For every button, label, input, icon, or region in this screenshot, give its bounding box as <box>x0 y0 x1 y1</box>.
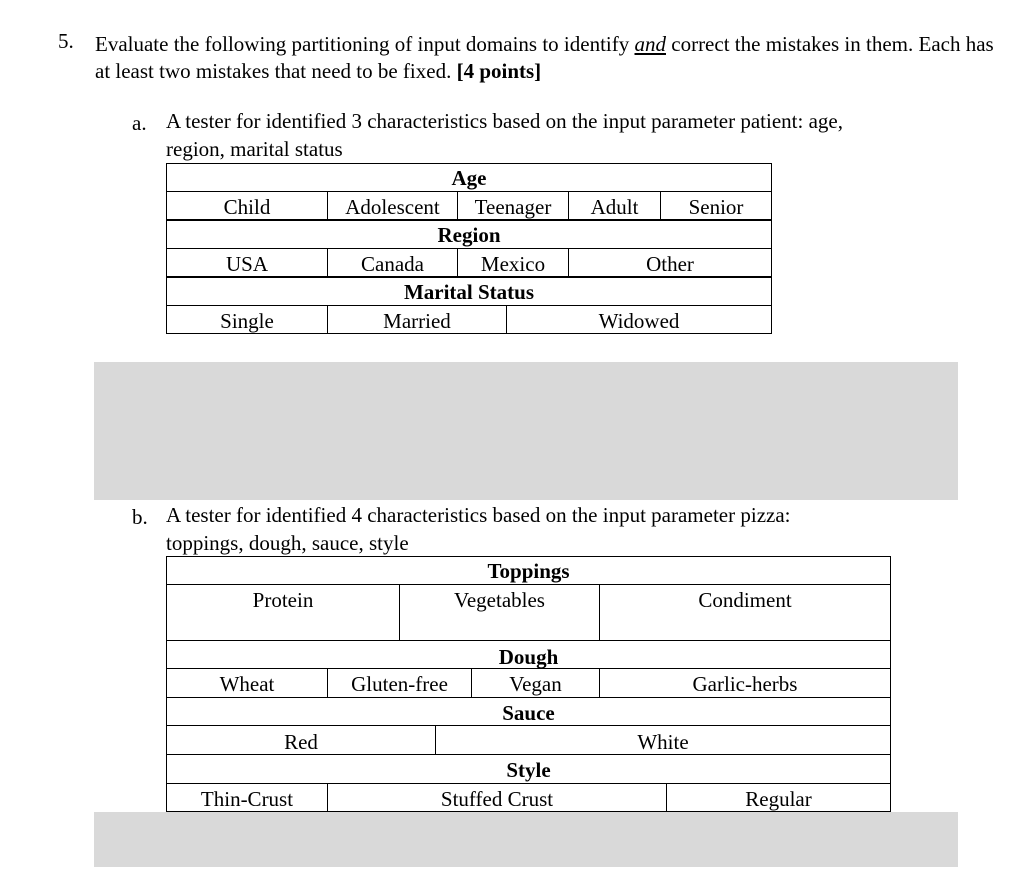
toppings-cell-protein: Protein <box>166 584 400 641</box>
question-number: 5. <box>58 29 74 53</box>
part-b-line1: A tester for identified 4 characteristics based on the input parameter pizza: <box>166 503 791 527</box>
age-cell-senior: Senior <box>660 191 772 220</box>
part-a-line1: A tester for identified 3 characteristics based on the input parameter patient: age, <box>166 109 843 133</box>
toppings-header: Toppings <box>166 556 891 585</box>
region-cell-other: Other <box>568 248 772 277</box>
region-header: Region <box>166 220 772 249</box>
region-cell-mexico: Mexico <box>457 248 569 277</box>
style-header: Style <box>166 754 891 784</box>
toppings-cell-vegetables: Vegetables <box>399 584 600 641</box>
toppings-cell-condiment: Condiment <box>599 584 891 641</box>
dough-cell-gluten-free: Gluten-free <box>327 668 472 698</box>
style-cell-regular: Regular <box>666 783 891 812</box>
part-b-line2: toppings, dough, sauce, style <box>166 531 409 555</box>
dough-header: Dough <box>166 640 891 669</box>
dough-cell-wheat: Wheat <box>166 668 328 698</box>
dough-cell-vegan: Vegan <box>471 668 600 698</box>
question-text <box>95 31 995 85</box>
marital-cell-widowed: Widowed <box>506 305 772 334</box>
part-a-label: a. <box>132 111 147 135</box>
sauce-cell-red: Red <box>166 725 436 755</box>
sauce-cell-white: White <box>435 725 891 755</box>
question-text-before: Evaluate the following partitioning of input domains to identify <box>95 32 635 56</box>
marital-header: Marital Status <box>166 277 772 306</box>
age-cell-teenager: Teenager <box>457 191 569 220</box>
answer-box-a[interactable] <box>94 362 958 500</box>
marital-cell-married: Married <box>327 305 507 334</box>
age-cell-child: Child <box>166 191 328 220</box>
age-cell-adult: Adult <box>568 191 661 220</box>
style-cell-stuffed-crust: Stuffed Crust <box>327 783 667 812</box>
sauce-header: Sauce <box>166 697 891 726</box>
question-text-after: correct the mistakes in them. Each has at least two mistakes that need to be fixed. <box>95 32 994 83</box>
style-cell-thin-crust: Thin-Crust <box>166 783 328 812</box>
marital-cell-single: Single <box>166 305 328 334</box>
region-cell-usa: USA <box>166 248 328 277</box>
question-text-emph: and <box>634 32 666 56</box>
question-points: [4 points] <box>456 59 542 83</box>
dough-cell-garlic-herbs: Garlic-herbs <box>599 668 891 698</box>
age-header: Age <box>166 163 772 192</box>
part-a-line2: region, marital status <box>166 137 343 161</box>
part-b-label: b. <box>132 505 148 529</box>
age-cell-adolescent: Adolescent <box>327 191 458 220</box>
answer-box-b[interactable] <box>94 812 958 867</box>
region-cell-canada: Canada <box>327 248 458 277</box>
